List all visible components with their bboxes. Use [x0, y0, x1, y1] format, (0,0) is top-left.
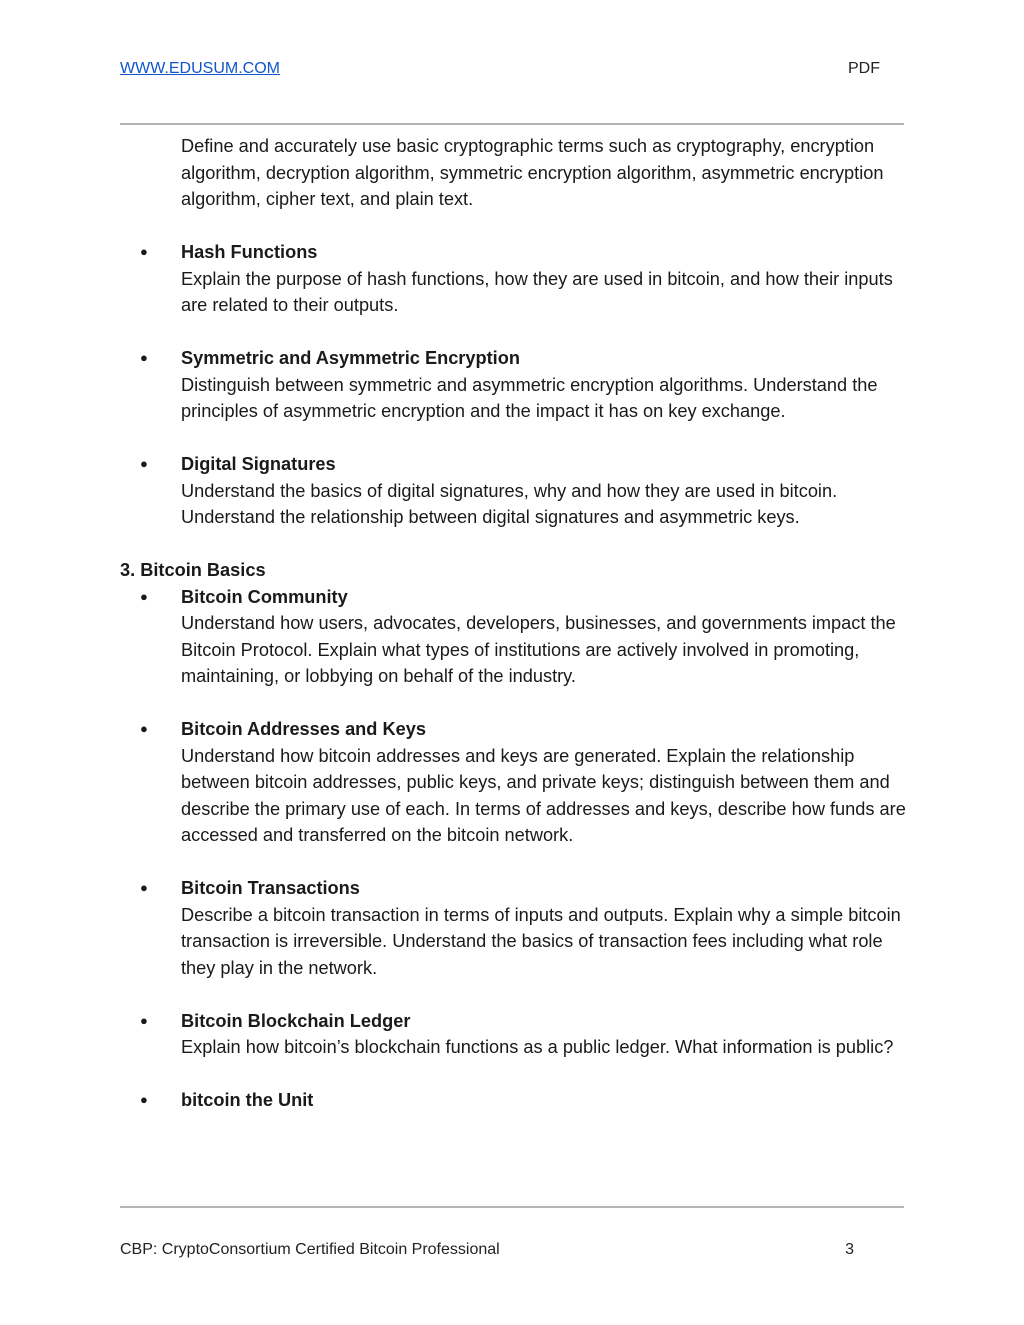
- bullet-description: Explain how bitcoin’s blockchain functions as a public ledger. What information is public?: [181, 1037, 894, 1057]
- bullet-title: Bitcoin Blockchain Ledger: [181, 1010, 411, 1031]
- bullet-icon: ●: [140, 588, 148, 604]
- bullet-title: bitcoin the Unit: [181, 1090, 314, 1110]
- bullet-title: Digital Signatures: [181, 454, 336, 474]
- bullet-bitcoin-the-unit: [120, 1087, 910, 1114]
- site-link[interactable]: WWW.EDUSUM.COM: [120, 60, 280, 77]
- bullet-icon: ●: [140, 1092, 148, 1107]
- bullet-description: Understand how users, advocates, developers, businesses, and governments impact the Bitcoin Protocol. Explain what types of institutions are actively involved in promoting, maintaining, or lobbying on behalf of the industry.: [181, 613, 896, 686]
- bullet-title: Bitcoin Transactions: [181, 878, 360, 898]
- bullet-bitcoin-community: [120, 584, 910, 690]
- bullet-description: Explain the purpose of hash functions, how they are used in bitcoin, and how their inputs are related to their outputs.: [181, 268, 893, 315]
- bullet-bitcoin-addresses-keys: [120, 716, 910, 849]
- bullet-hash-functions: [120, 239, 910, 319]
- pdf-label: PDF: [848, 60, 880, 77]
- page-number: 3: [845, 1241, 854, 1258]
- bullet-description: Distinguish between symmetric and asymmetric encryption algorithms. Understand the principles of asymmetric encryption and the impact it has on key exchange.: [181, 374, 878, 421]
- bullet-description: Understand the basics of digital signatures, why and how they are used in bitcoin. Understand the relationship between digital signatures and asymmetric keys.: [181, 480, 838, 527]
- bullet-icon: ●: [140, 244, 148, 259]
- bullet-bitcoin-transactions: [120, 875, 910, 981]
- bullet-digital-signatures: [120, 451, 910, 531]
- document-body: [120, 133, 910, 1114]
- bullet-description: Describe a bitcoin transaction in terms of inputs and outputs. Explain why a simple bitcoin transaction is irreversible. Understand the basics of transaction fees including what role they play in the network.: [181, 904, 901, 978]
- bullet-title: Bitcoin Community: [181, 586, 348, 607]
- bullet-title: Bitcoin Addresses and Keys: [181, 719, 426, 739]
- page-footer: [120, 1241, 854, 1265]
- bullet-icon: ●: [140, 880, 148, 895]
- bullet-bitcoin-blockchain-ledger: [120, 1008, 910, 1061]
- bullet-title: Hash Functions: [181, 242, 318, 262]
- intro-paragraph: Define and accurately use basic cryptographic terms such as cryptography, encryption algorithm, decryption algorithm, symmetric encryption algorithm, asymmetric encryption algorithm, cipher text, and plain text.: [181, 136, 884, 209]
- section-heading-bitcoin-basics: 3. Bitcoin Basics: [120, 560, 266, 580]
- bullet-title: Symmetric and Asymmetric Encryption: [181, 348, 520, 368]
- footer-divider: [120, 1206, 904, 1208]
- bullet-icon: ●: [140, 350, 148, 365]
- bullet-symmetric-asymmetric-encryption: [120, 345, 910, 425]
- header-divider: [120, 123, 904, 125]
- bullet-icon: ●: [140, 721, 148, 736]
- page-header: [120, 60, 880, 84]
- footer-title: CBP: CryptoConsortium Certified Bitcoin Professional: [120, 1241, 500, 1258]
- bullet-icon: ●: [140, 1012, 148, 1028]
- bullet-icon: ●: [140, 456, 148, 471]
- bullet-description: Understand how bitcoin addresses and keys are generated. Explain the relationship between bitcoin addresses, public keys, and private keys; distinguish between them and describe the primary use of each. In terms of addresses and keys, describe how funds are accessed and transferred on the bitcoin network.: [181, 745, 906, 845]
